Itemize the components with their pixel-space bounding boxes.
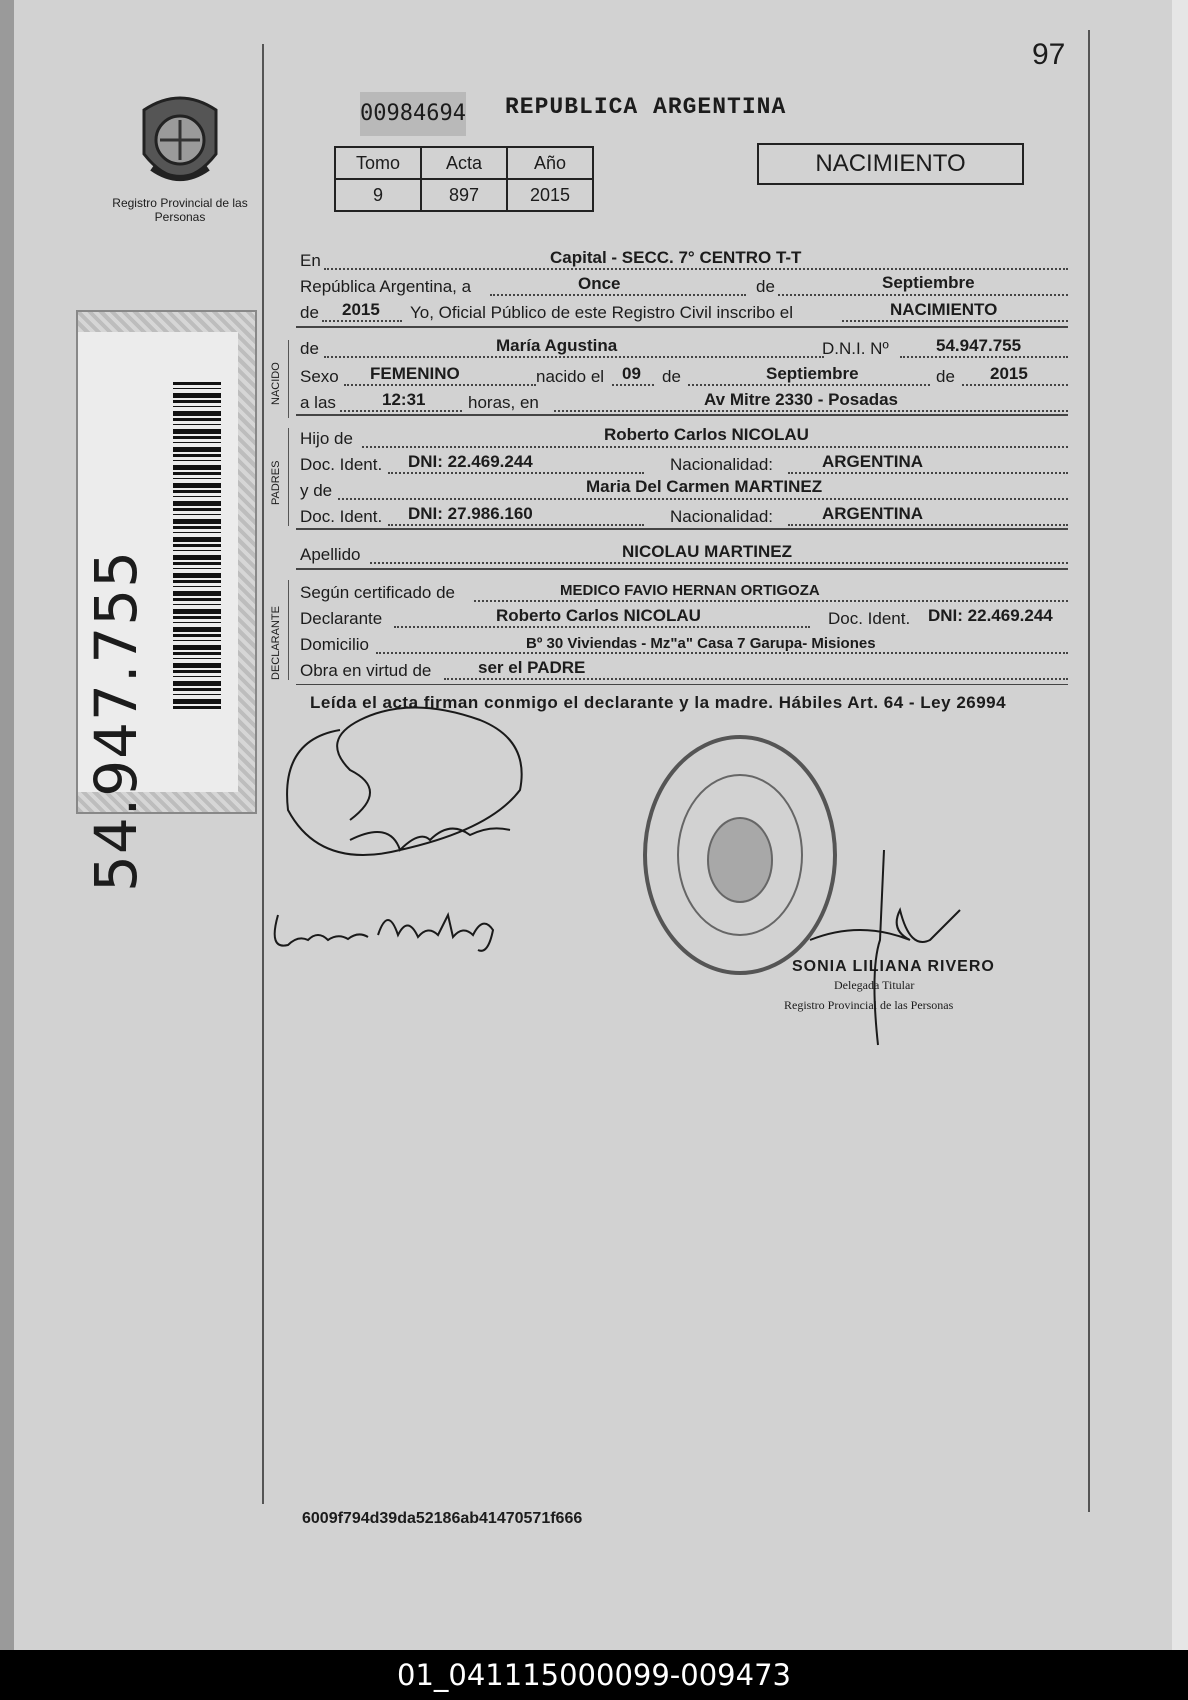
row-born-name	[300, 334, 1068, 362]
declarant-label: Declarante	[300, 609, 383, 628]
row-surname	[300, 540, 1068, 568]
day-value: Once	[578, 274, 621, 293]
official-signature	[800, 850, 970, 1050]
born-de-label-2: de	[662, 367, 681, 386]
dotted-line	[324, 268, 1068, 270]
document-type-box: NACIMIENTO	[757, 143, 1024, 185]
born-bracket	[288, 340, 289, 418]
section-label-parents: PADRES	[270, 460, 282, 505]
tomo-header: Tomo	[335, 147, 421, 179]
dotted-line	[778, 294, 1068, 296]
act-value: NACIMIENTO	[890, 300, 998, 319]
dotted-line	[900, 356, 1068, 358]
document-hash: 6009f794d39da52186ab41470571f666	[302, 1510, 583, 1527]
left-margin-rule	[262, 44, 264, 1504]
dotted-line	[490, 294, 746, 296]
dotted-line	[338, 498, 1068, 500]
footer-id-bar: 01_041115000099-009473	[0, 1650, 1188, 1700]
dotted-line	[842, 320, 1068, 322]
row-born-sex	[300, 362, 1068, 390]
row-reason	[300, 656, 1068, 684]
mother-signature	[268, 895, 508, 965]
mother-value: Maria Del Carmen MARTINEZ	[586, 477, 823, 496]
row-father	[300, 424, 1068, 452]
doc-label: Doc. Ident.	[300, 455, 383, 474]
dotted-line	[962, 384, 1068, 386]
acta-header: Acta	[421, 147, 507, 179]
anio-value: 2015	[507, 179, 593, 211]
doc-label: Doc. Ident.	[300, 507, 383, 526]
en-label: En	[300, 251, 321, 270]
sticker-label	[78, 332, 238, 892]
dotted-line	[340, 410, 462, 412]
legal-text: Leída el acta firman conmigo el declarante y la madre. Hábiles Art. 64 - Ley 26994	[310, 693, 1007, 712]
place-value: Av Mitre 2330 - Posadas	[704, 390, 899, 409]
section-divider	[296, 568, 1068, 570]
de-label: de	[756, 277, 775, 296]
time-value: 12:31	[382, 390, 426, 409]
father-doc-value: DNI: 22.469.244	[408, 452, 533, 471]
page-left-edge	[0, 0, 14, 1650]
dotted-line	[322, 320, 402, 322]
acta-value: 897	[421, 179, 507, 211]
anio-header: Año	[507, 147, 593, 179]
declarant-value: Roberto Carlos NICOLAU	[496, 606, 701, 625]
de2-label: de	[300, 303, 319, 322]
hours-label: horas, en	[468, 393, 539, 412]
country-heading: REPUBLICA ARGENTINA	[505, 94, 787, 120]
dotted-line	[388, 524, 644, 526]
dotted-line	[444, 678, 1068, 680]
nationality-label: Nacionalidad:	[670, 455, 774, 474]
registry-name: Registro Provincial de las Personas	[112, 196, 248, 224]
row-en	[300, 246, 1068, 274]
born-year-value: 2015	[990, 364, 1028, 383]
row-declarant	[300, 604, 1068, 632]
born-label: nacido el	[536, 367, 605, 386]
dotted-line	[474, 600, 1068, 602]
row-certificate	[300, 578, 1068, 606]
born-month-value: Septiembre	[766, 364, 859, 383]
record-table	[334, 146, 594, 212]
born-de-label-3: de	[936, 367, 955, 386]
dotted-line	[788, 472, 1068, 474]
province-crest-logo	[132, 88, 228, 198]
sex-value: FEMENINO	[370, 364, 460, 383]
reason-value: ser el PADRE	[478, 658, 586, 677]
dni-sticker	[76, 310, 257, 892]
serial-number: 00984694	[360, 92, 466, 136]
row-mother	[300, 476, 1068, 504]
reason-label: Obra en virtud de	[300, 661, 432, 680]
row-mother-doc	[300, 502, 1068, 530]
official-office: Registro Provincial de las Personas	[784, 998, 954, 1012]
declarant-bracket	[288, 580, 289, 680]
section-divider	[296, 528, 1068, 530]
tomo-value: 9	[335, 179, 421, 211]
mother-nationality-value: ARGENTINA	[822, 504, 924, 523]
row-father-doc	[300, 450, 1068, 478]
section-label-declarant: DECLARANTE	[270, 606, 282, 680]
page-number: 97	[1032, 38, 1066, 71]
declarant-doc-label: Doc. Ident.	[828, 609, 911, 628]
dotted-line	[376, 652, 1068, 654]
sex-label: Sexo	[300, 367, 339, 386]
born-day-value: 09	[622, 364, 641, 383]
dotted-line	[344, 384, 536, 386]
dotted-line	[688, 384, 930, 386]
surname-label: Apellido	[300, 545, 361, 564]
dotted-line	[388, 472, 644, 474]
declarant-doc-value: DNI: 22.469.244	[928, 606, 1053, 625]
section-divider	[296, 326, 1068, 328]
row-born-time	[300, 388, 1068, 416]
barcode	[173, 382, 221, 712]
born-de-label: de	[300, 339, 319, 358]
year-value: 2015	[342, 300, 380, 319]
declarant-signature	[280, 700, 540, 880]
address-value: Bº 30 Viviendas - Mz"a" Casa 7 Garupa- Misiones	[526, 635, 876, 652]
section-label-born: NACIDO	[270, 362, 282, 405]
born-name-value: María Agustina	[496, 336, 618, 355]
time-label: a las	[300, 393, 336, 412]
parents-bracket	[288, 428, 289, 526]
row-republic	[300, 272, 1068, 300]
republic-label: República Argentina, a	[300, 277, 472, 296]
address-label: Domicilio	[300, 635, 369, 654]
dotted-line	[788, 524, 1068, 526]
nationality-label: Nacionalidad:	[670, 507, 774, 526]
row-year	[300, 298, 1068, 326]
surname-value: NICOLAU MARTINEZ	[622, 542, 792, 561]
father-value: Roberto Carlos NICOLAU	[604, 425, 809, 444]
official-name: SONIA LILIANA RIVERO	[792, 958, 995, 975]
son-of-label: Hijo de	[300, 429, 353, 448]
certificate-label: Según certificado de	[300, 583, 455, 602]
sticker-dni-number: 54.947.755	[82, 549, 150, 892]
page-right-edge	[1172, 0, 1188, 1650]
born-dni-value: 54.947.755	[936, 336, 1022, 355]
dotted-line	[362, 446, 1068, 448]
dotted-line	[554, 410, 1068, 412]
dotted-line	[612, 384, 654, 386]
en-value: Capital - SECC. 7° CENTRO T-T	[550, 248, 802, 267]
section-divider	[296, 414, 1068, 416]
mother-doc-value: DNI: 27.986.160	[408, 504, 533, 523]
section-divider	[296, 684, 1068, 685]
dni-label: D.N.I. Nº	[822, 339, 889, 358]
dotted-line	[370, 562, 1068, 564]
dotted-line	[394, 626, 810, 628]
dotted-line	[324, 356, 824, 358]
row-address	[300, 630, 1068, 658]
certificate-value: MEDICO FAVIO HERNAN ORTIGOZA	[560, 582, 820, 599]
father-nationality-value: ARGENTINA	[822, 452, 924, 471]
yo-text: Yo, Oficial Público de este Registro Civil inscribo el	[410, 303, 793, 322]
and-of-label: y de	[300, 481, 333, 500]
official-title: Delegada Titular	[834, 978, 915, 992]
right-margin-rule	[1088, 30, 1090, 1512]
month-value: Septiembre	[882, 273, 975, 292]
